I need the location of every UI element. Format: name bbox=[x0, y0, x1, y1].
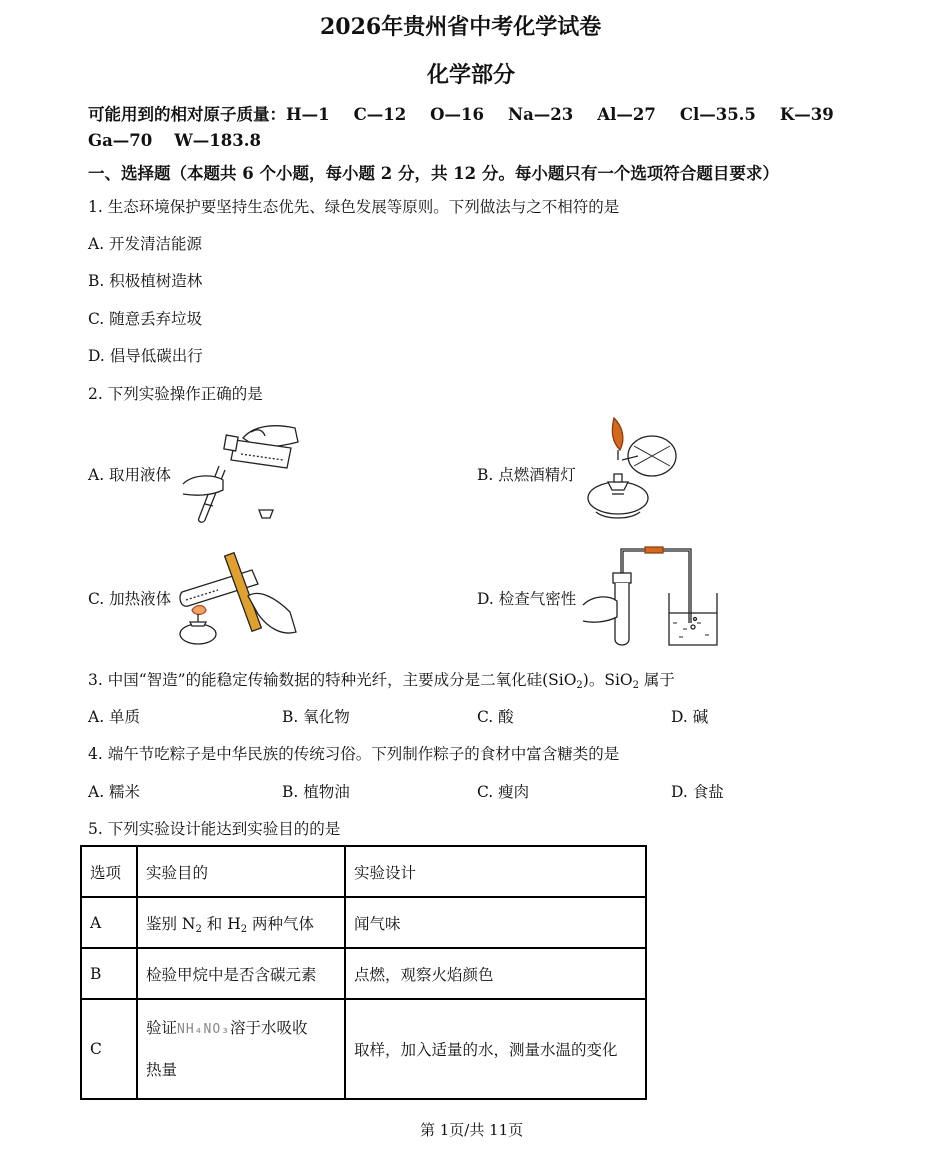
q3-stem-part2: )。SiO bbox=[582, 671, 633, 689]
atomic-mass-ga: Ga—70 bbox=[88, 131, 153, 150]
row-a-design: 闻气味 bbox=[345, 897, 646, 948]
atomic-mass-na: Na—23 bbox=[508, 105, 574, 124]
q1-option-b: B. 积极植树造林 bbox=[88, 272, 203, 290]
row-c-purpose-formula: NH₄NO₃ bbox=[177, 1022, 230, 1037]
header-purpose: 实验目的 bbox=[137, 846, 345, 897]
q3-option-c: C. 酸 bbox=[477, 708, 514, 726]
heating-liquid-illustration bbox=[178, 548, 303, 648]
row-b-purpose: 检验甲烷中是否含碳元素 bbox=[137, 948, 345, 999]
q2-option-c: C. 加热液体 bbox=[88, 590, 172, 608]
q5-stem: 5. 下列实验设计能达到实验目的的是 bbox=[88, 820, 341, 838]
exam-title: 2026年贵州省中考化学试卷 bbox=[320, 14, 602, 40]
row-c-purpose-part2: 溶于水吸收 bbox=[229, 1019, 308, 1037]
q2-option-a: A. 取用液体 bbox=[88, 466, 172, 484]
q2-option-d: D. 检查气密性 bbox=[477, 590, 577, 608]
q3-stem-part3: 属于 bbox=[639, 671, 675, 689]
q3-option-b: B. 氧化物 bbox=[282, 708, 350, 726]
table-row bbox=[81, 897, 646, 948]
q1-option-c: C. 随意丢弃垃圾 bbox=[88, 310, 203, 328]
q1-stem: 1. 生态环境保护要坚持生态优先、绿色发展等原则。下列做法与之不相符的是 bbox=[88, 198, 620, 216]
q4-option-b: B. 植物油 bbox=[282, 783, 350, 801]
exam-subtitle: 化学部分 bbox=[427, 62, 516, 88]
q3-stem-sub1: 2 bbox=[576, 680, 583, 691]
atomic-mass-c: C—12 bbox=[353, 105, 407, 124]
alcohol-lamp-lighting-illustration bbox=[582, 416, 682, 526]
q3-stem bbox=[88, 668, 675, 690]
atomic-mass-line-1 bbox=[88, 101, 834, 125]
section-heading: 一、选择题（本题共 6 个小题，每小题 2 分，共 12 分。每小题只有一个选项符合题目要求） bbox=[88, 164, 779, 183]
atomic-mass-k: K—39 bbox=[779, 105, 834, 124]
atomic-mass-h: H—1 bbox=[286, 105, 330, 124]
atomic-mass-w: W—183.8 bbox=[174, 131, 261, 150]
q4-stem: 4. 端午节吃粽子是中华民族的传统习俗。下列制作粽子的食材中富含糖类的是 bbox=[88, 745, 620, 763]
atomic-mass-label: 可能用到的相对原子质量： bbox=[88, 105, 286, 124]
row-c-design: 取样，加入适量的水，测量水温的变化 bbox=[345, 999, 646, 1099]
atomic-mass-al: Al—27 bbox=[597, 105, 656, 124]
q4-option-c: C. 瘦肉 bbox=[477, 783, 530, 801]
q1-option-d: D. 倡导低碳出行 bbox=[88, 347, 203, 365]
row-c-option: C bbox=[81, 999, 137, 1099]
q3-option-d: D. 碱 bbox=[671, 708, 709, 726]
page-number: 第 1页/共 11页 bbox=[420, 1121, 524, 1139]
atomic-mass-cl: Cl—35.5 bbox=[679, 105, 756, 124]
table-row bbox=[81, 999, 646, 1099]
header-option: 选项 bbox=[81, 846, 137, 897]
header-design: 实验设计 bbox=[345, 846, 646, 897]
row-a-purpose-sub1: 2 bbox=[195, 923, 202, 935]
q2-option-b: B. 点燃酒精灯 bbox=[477, 466, 576, 484]
q3-stem-sub2: 2 bbox=[632, 680, 639, 691]
pour-liquid-illustration bbox=[183, 418, 303, 523]
table-row bbox=[81, 948, 646, 999]
q2-stem: 2. 下列实验操作正确的是 bbox=[88, 385, 263, 403]
q3-stem-part1: 3. 中国“智造”的能稳定传输数据的特种光纤，主要成分是二氧化硅(SiO bbox=[88, 671, 577, 689]
row-c-purpose-line2: 热量 bbox=[146, 1061, 178, 1079]
q4-option-d: D. 食盐 bbox=[671, 783, 724, 801]
row-c-purpose-part1: 验证 bbox=[146, 1019, 178, 1037]
atomic-mass-o: O—16 bbox=[430, 105, 485, 124]
atomic-mass-line-2 bbox=[88, 131, 261, 150]
row-a-purpose-part2: 和 H bbox=[201, 914, 241, 933]
row-b-option: B bbox=[81, 948, 137, 999]
row-a-purpose bbox=[137, 897, 345, 948]
table-header-row bbox=[81, 846, 646, 897]
q3-option-a: A. 单质 bbox=[88, 708, 141, 726]
row-a-purpose-part3: 两种气体 bbox=[247, 914, 315, 933]
q4-option-a: A. 糯米 bbox=[88, 783, 141, 801]
row-c-purpose bbox=[137, 999, 345, 1099]
row-a-option: A bbox=[81, 897, 137, 948]
airtightness-check-illustration bbox=[583, 543, 723, 648]
row-a-purpose-part1: 鉴别 N bbox=[146, 914, 196, 933]
q1-option-a: A. 开发清洁能源 bbox=[88, 235, 203, 253]
experiment-table bbox=[80, 845, 647, 1100]
row-b-design: 点燃，观察火焰颜色 bbox=[345, 948, 646, 999]
row-a-purpose-sub2: 2 bbox=[240, 923, 248, 935]
